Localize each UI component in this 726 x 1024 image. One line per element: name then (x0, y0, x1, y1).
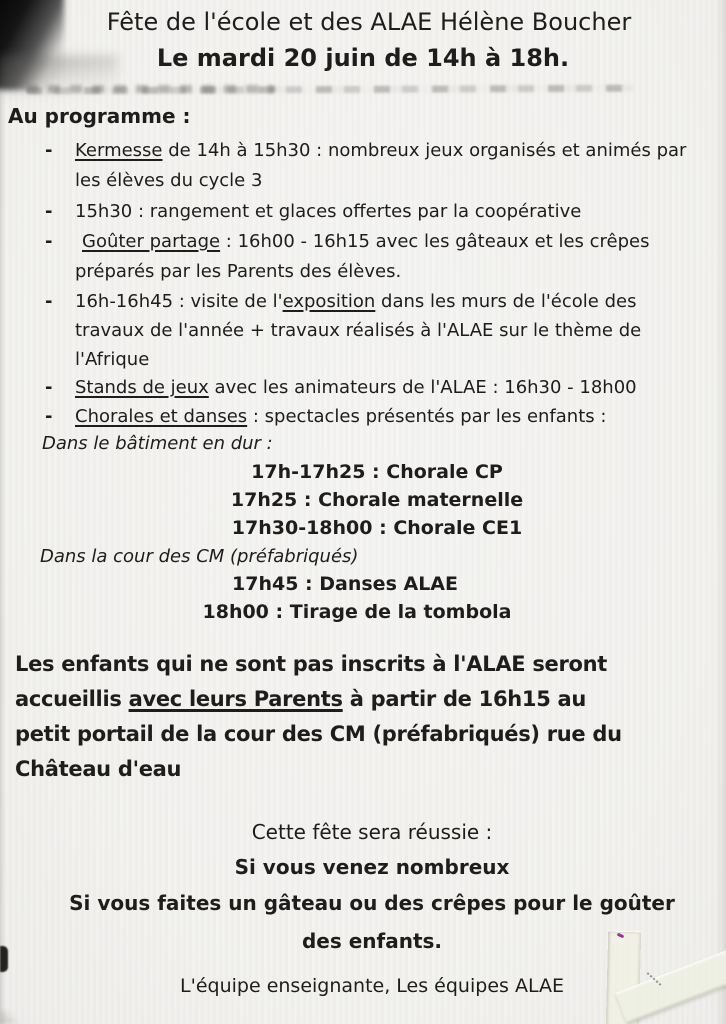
bullet-dash: - (45, 377, 53, 398)
schedule-chorale-ce1: 17h30-18h00 : Chorale CE1 (231, 517, 523, 539)
underlined-exposition: exposition (282, 291, 376, 312)
bullet-text: avec les animateurs de l'ALAE : 16h30 - 18h00 (208, 377, 637, 398)
bullet-text: travaux de l'année + travaux réalisés à l'ALAE sur le thème de (75, 320, 642, 341)
schedule-chorale-cp: 17h-17h25 : Chorale CP (251, 461, 503, 483)
program-heading: Au programme : (8, 104, 191, 128)
closing-line-reussie: Cette fête sera réussie : (251, 820, 493, 844)
bullet-text: les élèves du cycle 3 (75, 170, 263, 191)
closing-line-enfants: des enfants. (301, 929, 443, 953)
page-title: Fête de l'école et des ALAE Hélène Boucher (106, 8, 632, 36)
bullet-dash: - (45, 201, 53, 222)
underlined-chorales-danses: Chorales et danses (75, 406, 248, 427)
notice-line: Les enfants qui ne sont pas inscrits à l'ALAE seront (15, 652, 608, 676)
bullet-text: préparés par les Parents des élèves. (75, 261, 402, 282)
bullet-text: 16h-16h45 : visite de l' (75, 291, 283, 312)
closing-line-gateau: Si vous faites un gâteau ou des crêpes pour le goûter (69, 891, 675, 915)
bullet-text: dans les murs de l'école des (375, 291, 637, 312)
bullet-dash: - (45, 231, 53, 252)
page-subtitle-date: Le mardi 20 juin de 14h à 18h. (156, 44, 570, 72)
bullet-text: 15h30 : rangement et glaces offertes par la coopérative (75, 201, 582, 222)
notice-line: Château d'eau (15, 757, 182, 781)
bullet-dash: - (45, 291, 53, 312)
scan-bottom-left-shade (0, 1010, 20, 1024)
closing-line-nombreux: Si vous venez nombreux (234, 855, 510, 879)
scan-ink-blot (0, 946, 8, 972)
underlined-gouter-partage: Goûter partage (82, 231, 221, 252)
venue-cour-cm: Dans la cour des CM (préfabriqués) (40, 546, 359, 567)
bullet-dash: - (45, 140, 53, 161)
underlined-avec-leurs-parents: avec leurs Parents (128, 687, 343, 711)
bullet-text: : spectacles présentés par les enfants : (247, 406, 607, 427)
bullet-text: de 14h à 15h30 : nombreux jeux organisés et animés par (162, 140, 687, 161)
underlined-stands-de-jeux: Stands de jeux (75, 377, 209, 398)
schedule-tombola: 18h00 : Tirage de la tombola (202, 601, 512, 623)
scan-left-edge-shade (0, 90, 5, 1024)
underlined-kermesse: Kermesse (75, 140, 163, 161)
bullet-text: : 16h00 - 16h15 avec les gâteaux et les crêpes (220, 231, 650, 252)
schedule-danses-alae: 17h45 : Danses ALAE (232, 573, 458, 595)
bullet-text: l'Afrique (75, 349, 150, 370)
notice-line: accueillis avec leurs Parents à partir de 16h15 au (15, 687, 587, 711)
scan-crease-line-dark (26, 85, 276, 93)
signature-line: L'équipe enseignante, Les équipes ALAE (180, 975, 564, 997)
venue-batiment: Dans le bâtiment en dur : (42, 433, 273, 454)
bullet-dash: - (45, 406, 53, 427)
schedule-chorale-maternelle: 17h25 : Chorale maternelle (230, 489, 524, 511)
notice-line: petit portail de la cour des CM (préfabriqués) rue du (15, 722, 622, 746)
